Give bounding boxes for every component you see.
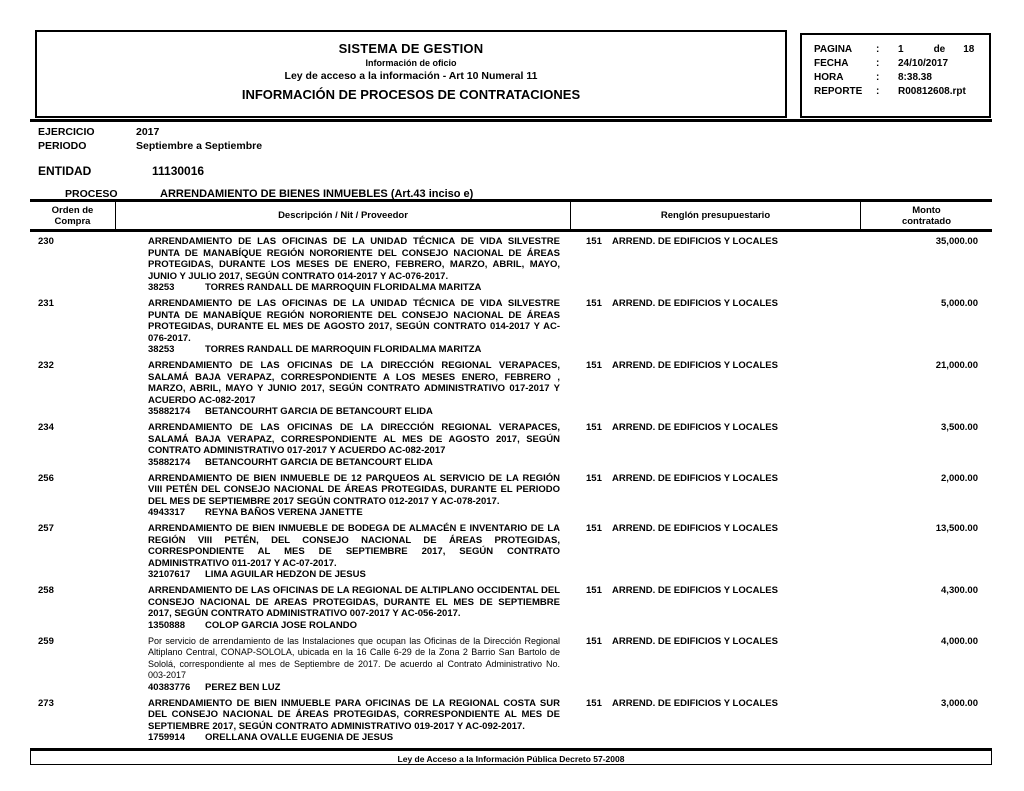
- orden-compra-value: 257: [38, 523, 54, 534]
- renglon-descripcion: ARREND. DE EDIFICIOS Y LOCALES: [612, 635, 778, 647]
- report-subtitle-informacion: INFORMACIÓN DE PROCESOS DE CONTRATACIONES: [241, 87, 581, 102]
- nit-proveedor-line: [148, 457, 560, 469]
- proveedor-name: ORELLANA OVALLE EUGENIA DE JESUS: [205, 732, 394, 743]
- proceso-label: PROCESO: [65, 188, 118, 200]
- renglon-cell: [570, 360, 860, 418]
- ejercicio-value: 2017: [136, 126, 160, 138]
- table-header-row: [30, 199, 992, 232]
- pagina-de: de: [933, 44, 946, 55]
- proveedor-name: TORRES RANDALL DE MARROQUIN FLORIDALMA MARITZA: [205, 344, 482, 355]
- descripcion-cell: [115, 698, 570, 744]
- reporte-label: REPORTE: [814, 86, 863, 97]
- renglon-codigo: 151: [586, 585, 602, 596]
- report-subtitle-oficio: Información de oficio: [365, 58, 457, 68]
- orden-compra-value: 234: [38, 422, 54, 433]
- renglon-codigo: 151: [586, 236, 602, 247]
- renglon-codigo: 151: [586, 635, 602, 647]
- descripcion-cell: [115, 473, 570, 519]
- monto-contratado-value: 21,000.00: [935, 360, 978, 371]
- renglon-cell: [570, 236, 860, 294]
- proceso-value: ARRENDAMIENTO DE BIENES INMUEBLES (Art.43 inciso e): [160, 188, 474, 200]
- nit-value: 1350888: [148, 619, 185, 631]
- periodo-label: PERIODO: [38, 140, 87, 152]
- descripcion-text: ARRENDAMIENTO DE LAS OFICINAS DE LA UNIDAD TÉCNICA DE VIDA SILVESTRE PUNTA DE MANABÍQUE REGIÓN NORORIENTE DEL CONSEJO NACIONAL DE ÁREAS PROTEGIDAS, DURANTE LOS MESES DE ENERO, FEBRERO, MARZO, ABRIL, MAYO, JUNIO Y JULIO 2017, SEGÚN CONTRATO 014-2017 Y AC-076-2017.: [148, 236, 560, 282]
- renglon-codigo: 151: [586, 472, 602, 484]
- nit-proveedor-line: [148, 620, 560, 632]
- nit-value: 40383776: [148, 681, 191, 693]
- pagina-colon: :: [876, 44, 880, 55]
- entidad-value: 11130016: [152, 164, 205, 178]
- descripcion-cell: [115, 585, 570, 631]
- nit-proveedor-line: [148, 569, 560, 581]
- fecha-label: FECHA: [814, 58, 849, 69]
- monto-contratado-value: 3,000.00: [941, 697, 978, 709]
- renglon-codigo: 151: [586, 360, 602, 371]
- renglon-descripcion: ARREND. DE EDIFICIOS Y LOCALES: [612, 298, 778, 309]
- pagina-value: [898, 44, 974, 55]
- renglon-cell: [570, 523, 860, 581]
- footer-box: [30, 748, 992, 765]
- column-header-renglon: [570, 202, 860, 229]
- periodo-value: Septiembre a Septiembre: [136, 140, 263, 152]
- pagina-current: 1: [898, 44, 904, 55]
- renglon-descripcion: ARREND. DE EDIFICIOS Y LOCALES: [612, 523, 778, 534]
- descripcion-text: ARRENDAMIENTO DE LAS OFICINAS DE LA UNIDAD TÉCNICA DE VIDA SILVESTRE PUNTA DE MANABÍQUE REGIÓN NORORIENTE DEL CONSEJO NACIONAL DE ÁREAS PROTEGIDAS, DURANTE EL MES DE AGOSTO 2017, SEGÚN CONTRATO 014-2017 Y AC-076-2017.: [148, 298, 560, 344]
- renglon-cell: [570, 473, 860, 519]
- nit-value: 4943317: [148, 507, 185, 518]
- fecha-value: 24/10/2017: [898, 58, 949, 69]
- nit-value: 35882174: [148, 456, 191, 468]
- descripcion-header-label: Descripción / Nit / Proveedor: [278, 210, 408, 221]
- renglon-header-label: Renglón presupuestario: [660, 210, 771, 221]
- monto-contratado-value: 13,500.00: [935, 523, 978, 534]
- hora-label: HORA: [814, 72, 844, 83]
- report-meta-box: [800, 33, 991, 118]
- renglon-codigo: 151: [586, 298, 602, 309]
- nit-proveedor-line: [148, 282, 560, 294]
- table-row: [30, 236, 992, 294]
- reporte-colon: :: [876, 86, 880, 97]
- nit-proveedor-line: [148, 344, 560, 356]
- report-header-box: [35, 30, 787, 118]
- ejercicio-line: [38, 126, 992, 138]
- descripcion-text: ARRENDAMIENTO DE LAS OFICINAS DE LA DIRECCIÓN REGIONAL VERAPACES, SALAMÁ BAJA VERAPAZ, CORRESPONDIENTE AL MES DE AGOSTO 2017, SEGÚN CONTRATO ADMINISTRATIVO 017-2017 Y ACUERDO AC-082-2017: [148, 422, 560, 456]
- column-header-descripcion: [115, 202, 570, 229]
- pagina-label: PAGINA: [814, 44, 853, 55]
- hora-colon: :: [876, 72, 880, 83]
- footer-text: Ley de Acceso a la Información Pública Decreto 57-2008: [397, 754, 625, 764]
- renglon-codigo: 151: [586, 523, 602, 534]
- table-body: [30, 236, 992, 748]
- nit-proveedor-line: [148, 507, 560, 519]
- descripcion-text: Por servicio de arrendamiento de las Instalaciones que ocupan las Oficinas de la Dirección Regional Altiplano Central, CONAP-SOLOLA, ubicada en la 16 Calle 6-29 de la Zona 2 Barrio San Bartolo de Sololá, correspondiente al mes de Septiembre de 2017. De acuerdo al Contrato Administrativo No. 003-2017: [148, 635, 560, 680]
- monto-contratado-value: 35,000.00: [935, 236, 978, 247]
- ejercicio-label: EJERCICIO: [38, 126, 95, 138]
- renglon-cell: [570, 636, 860, 694]
- orden-compra-value: 232: [38, 360, 54, 371]
- orden-compra-value: 230: [38, 236, 54, 247]
- proveedor-name: BETANCOURHT GARCIA DE BETANCOURT ELIDA: [205, 406, 433, 417]
- table-row: [30, 473, 992, 519]
- descripcion-cell: [115, 636, 570, 694]
- orden-compra-value: 231: [38, 298, 54, 309]
- table-row: [30, 636, 992, 694]
- nit-proveedor-line: [148, 682, 560, 694]
- nit-value: 32107617: [148, 569, 191, 580]
- monto-contratado-value: 4,300.00: [941, 585, 978, 596]
- monto-contratado-value: 3,500.00: [941, 422, 978, 433]
- meta-fecha-line: [814, 58, 989, 69]
- header-divider-rule: [30, 119, 992, 122]
- table-row: [30, 698, 992, 744]
- descripcion-cell: [115, 422, 570, 468]
- monto-contratado-value: 4,000.00: [941, 635, 978, 647]
- descripcion-cell: [115, 360, 570, 418]
- proveedor-name: LIMA AGUILAR HEDZON DE JESUS: [205, 569, 366, 580]
- orden-compra-value: 258: [38, 585, 54, 596]
- orden-compra-value: 256: [38, 472, 54, 484]
- hora-value: 8:38.38: [898, 72, 932, 83]
- renglon-descripcion: ARREND. DE EDIFICIOS Y LOCALES: [612, 472, 778, 484]
- orden-compra-value: 259: [38, 635, 54, 647]
- renglon-descripcion: ARREND. DE EDIFICIOS Y LOCALES: [612, 585, 778, 596]
- monto-contratado-value: 5,000.00: [941, 298, 978, 309]
- meta-hora-line: [814, 72, 989, 83]
- report-subtitle-ley: Ley de acceso a la información - Art 10 Numeral 11: [284, 70, 538, 82]
- table-row: [30, 585, 992, 631]
- nit-value: 35882174: [148, 406, 191, 417]
- descripcion-text: ARRENDAMIENTO DE BIEN INMUEBLE DE 12 PARQUEOS AL SERVICIO DE LA REGIÓN VIII PETÉN DEL CONSEJO NACIONAL DE ÁREAS PROTEGIDAS, DURANTE EL PERIODO DEL MES DE SEPTIEMBRE 2017 SEGÚN CONTRATO 012-2017 Y AC-078-2017.: [148, 472, 560, 507]
- nit-value: 1759914: [148, 732, 185, 743]
- renglon-descripcion: ARREND. DE EDIFICIOS Y LOCALES: [612, 697, 778, 709]
- renglon-cell: [570, 298, 860, 356]
- proveedor-name: REYNA BAÑOS VERENA JANETTE: [205, 507, 363, 518]
- renglon-codigo: 151: [586, 422, 602, 433]
- orden-header-line2: Compra: [54, 215, 91, 227]
- descripcion-text: ARRENDAMIENTO DE LAS OFICINAS DE LA DIRECCIÓN REGIONAL VERAPACES, SALAMÁ BAJA VERAPAZ, CORRESPONDIENTE A LOS MESES ENERO, FEBRERO , MARZO, ABRIL, MAYO Y JUNIO 2017, SEGÚN CONTRATO ADMINISTRATIVO 017-2017 Y ACUERDO AC-082-2017: [148, 360, 560, 406]
- nit-proveedor-line: [148, 732, 560, 744]
- renglon-cell: [570, 585, 860, 631]
- nit-proveedor-line: [148, 406, 560, 418]
- descripcion-text: ARRENDAMIENTO DE BIEN INMUEBLE PARA OFICINAS DE LA REGIONAL COSTA SUR DEL CONSEJO NACIONAL DE ÁREAS PROTEGIDAS, CORRESPONDIENTE AL MES DE SEPTIEMBRE 2017, SEGÚN CONTRATO ADMINISTRATIVO 019-2017 Y AC-092-2017.: [148, 697, 560, 732]
- meta-reporte-line: [814, 86, 989, 97]
- monto-header-line1: Monto: [912, 204, 941, 216]
- table-row: [30, 360, 992, 418]
- entidad-label: ENTIDAD: [38, 164, 92, 178]
- table-row: [30, 298, 992, 356]
- monto-header-line2: contratado: [901, 215, 952, 227]
- table-row: [30, 523, 992, 581]
- reporte-value: R00812608.rpt: [898, 86, 966, 97]
- proveedor-name: COLOP GARCIA JOSE ROLANDO: [205, 619, 358, 631]
- descripcion-cell: [115, 523, 570, 581]
- descripcion-text: ARRENDAMIENTO DE LAS OFICINAS DE LA REGIONAL DE ALTIPLANO OCCIDENTAL DEL CONSEJO NACIONAL DE AREAS PROTEGIDAS, DURANTE EL MES DE SEPTIEMBRE 2017, SEGÚN CONTRATO ADMINISTRATIVO 007-2017 Y AC-056-2017.: [148, 585, 560, 619]
- renglon-cell: [570, 422, 860, 468]
- orden-compra-value: 273: [38, 697, 54, 709]
- column-header-monto: [860, 202, 992, 229]
- proveedor-name: TORRES RANDALL DE MARROQUIN FLORIDALMA MARITZA: [205, 282, 482, 293]
- renglon-descripcion: ARREND. DE EDIFICIOS Y LOCALES: [612, 236, 778, 247]
- nit-value: 38253: [148, 344, 175, 355]
- renglon-descripcion: ARREND. DE EDIFICIOS Y LOCALES: [612, 422, 778, 433]
- descripcion-text: ARRENDAMIENTO DE BIEN INMUEBLE DE BODEGA DE ALMACÉN E INVENTARIO DE LA REGIÓN VIII PETÉN, DEL CONSEJO NACIONAL DE ÁREAS PROTEGIDAS, CORRESPONDIENTE AL MES DE SEPTIEMBRE 2017, SEGÚN CONTRATO ADMINISTRATIVO 011-2017 Y AC-07-2017.: [148, 523, 560, 569]
- renglon-codigo: 151: [586, 697, 602, 709]
- descripcion-cell: [115, 236, 570, 294]
- nit-value: 38253: [148, 282, 175, 293]
- report-title: SISTEMA DE GESTION: [338, 41, 484, 56]
- periodo-line: [38, 140, 992, 152]
- renglon-descripcion: ARREND. DE EDIFICIOS Y LOCALES: [612, 360, 778, 371]
- proveedor-name: BETANCOURHT GARCIA DE BETANCOURT ELIDA: [205, 456, 433, 468]
- pagina-total: 18: [963, 44, 975, 55]
- table-row: [30, 422, 992, 468]
- entidad-line: [38, 164, 992, 178]
- column-header-orden-compra: [30, 202, 115, 229]
- monto-contratado-value: 2,000.00: [941, 472, 978, 484]
- fecha-colon: :: [876, 58, 880, 69]
- report-info-section: [38, 126, 992, 202]
- proveedor-name: PEREZ BEN LUZ: [205, 681, 281, 693]
- renglon-cell: [570, 698, 860, 744]
- descripcion-cell: [115, 298, 570, 356]
- orden-header-line1: Orden de: [51, 204, 94, 216]
- meta-pagina-line: [814, 44, 989, 55]
